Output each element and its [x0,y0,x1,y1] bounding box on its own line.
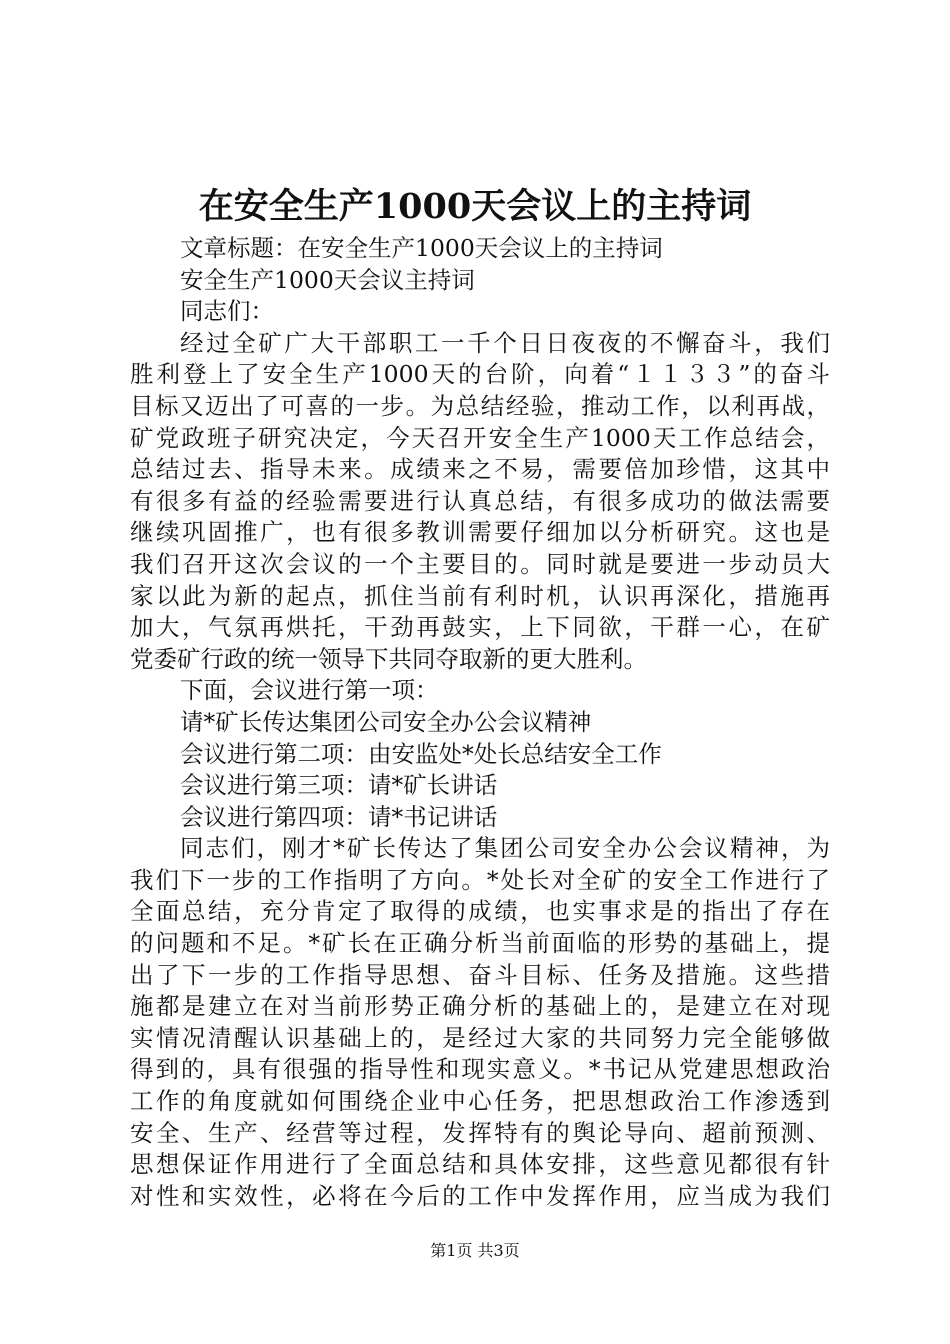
paragraph-line: 家以此为新的起点，抓住当前有利时机，认识再深化，措施再 [130,581,830,610]
document-title: 在安全生产1000天会议上的主持词 [198,186,752,227]
paragraph-line: 胜利登上了安全生产1000天的台阶，向着“１１３３”的奋斗 [130,360,830,389]
paragraph-line: 同志们，刚才*矿长传达了集团公司安全办公会议精神，为 [180,834,830,863]
agenda-item-line: 请*矿长传达集团公司安全办公会议精神 [180,707,592,736]
subtitle-line: 安全生产1000天会议主持词 [180,265,475,294]
paragraph-line: 安全、生产、经营等过程，发挥特有的舆论导向、超前预测、 [130,1118,830,1147]
paragraph-line: 思想保证作用进行了全面总结和具体安排，这些意见都很有针 [130,1150,830,1179]
paragraph-line: 实情况清醒认识基础上的，是经过大家的共同努力完全能够做 [130,1023,830,1052]
paragraph-line: 我们下一步的工作指明了方向。*处长对全矿的安全工作进行了 [130,865,830,894]
paragraph-line: 得到的，具有很强的指导性和现实意义。*书记从党建思想政治 [130,1055,830,1084]
agenda-item-line: 会议进行第三项：请*矿长讲话 [180,771,498,800]
paragraph-line: 党委矿行政的统一领导下共同夺取新的更大胜利。 [130,644,647,673]
agenda-intro-line: 下面，会议进行第一项： [180,676,439,705]
paragraph-line: 矿党政班子研究决定，今天召开安全生产1000天工作总结会， [130,423,830,452]
agenda-item-line: 会议进行第四项：请*书记讲话 [180,802,498,831]
salutation-line: 同志们： [180,297,274,326]
article-title-line: 文章标题：在安全生产1000天会议上的主持词 [180,234,663,262]
paragraph-line: 总结过去、指导未来。成绩来之不易，需要倍加珍惜，这其中 [130,455,830,484]
paragraph-line: 对性和实效性，必将在今后的工作中发挥作用，应当成为我们 [130,1181,830,1210]
paragraph-line: 工作的角度就如何围绕企业中心任务，把思想政治工作渗透到 [130,1087,830,1116]
paragraph-line: 施都是建立在对当前形势正确分析的基础上的，是建立在对现 [130,992,830,1021]
paragraph-line: 继续巩固推广，也有很多教训需要仔细加以分析研究。这也是 [130,518,830,547]
paragraph-line: 出了下一步的工作指导思想、奋斗目标、任务及措施。这些措 [130,960,830,989]
document-body [130,233,830,1212]
page-footer: 第1页 共3页 [430,1241,520,1260]
paragraph-line: 的问题和不足。*矿长在正确分析当前面临的形势的基础上，提 [130,929,830,958]
agenda-item-line: 会议进行第二项：由安监处*处长总结安全工作 [180,739,662,768]
paragraph-line: 目标又迈出了可喜的一步。为总结经验，推动工作，以利再战， [130,391,830,420]
paragraph-line: 经过全矿广大干部职工一千个日日夜夜的不懈奋斗，我们 [180,328,830,357]
paragraph-line: 加大，气氛再烘托，干劲再鼓实，上下同欲，干群一心，在矿 [130,613,830,642]
paragraph-line: 有很多有益的经验需要进行认真总结，有很多成功的做法需要 [130,486,830,515]
paragraph-line: 全面总结，充分肯定了取得的成绩，也实事求是的指出了存在 [130,897,830,926]
paragraph-line: 我们召开这次会议的一个主要目的。同时就是要进一步动员大 [130,549,830,578]
